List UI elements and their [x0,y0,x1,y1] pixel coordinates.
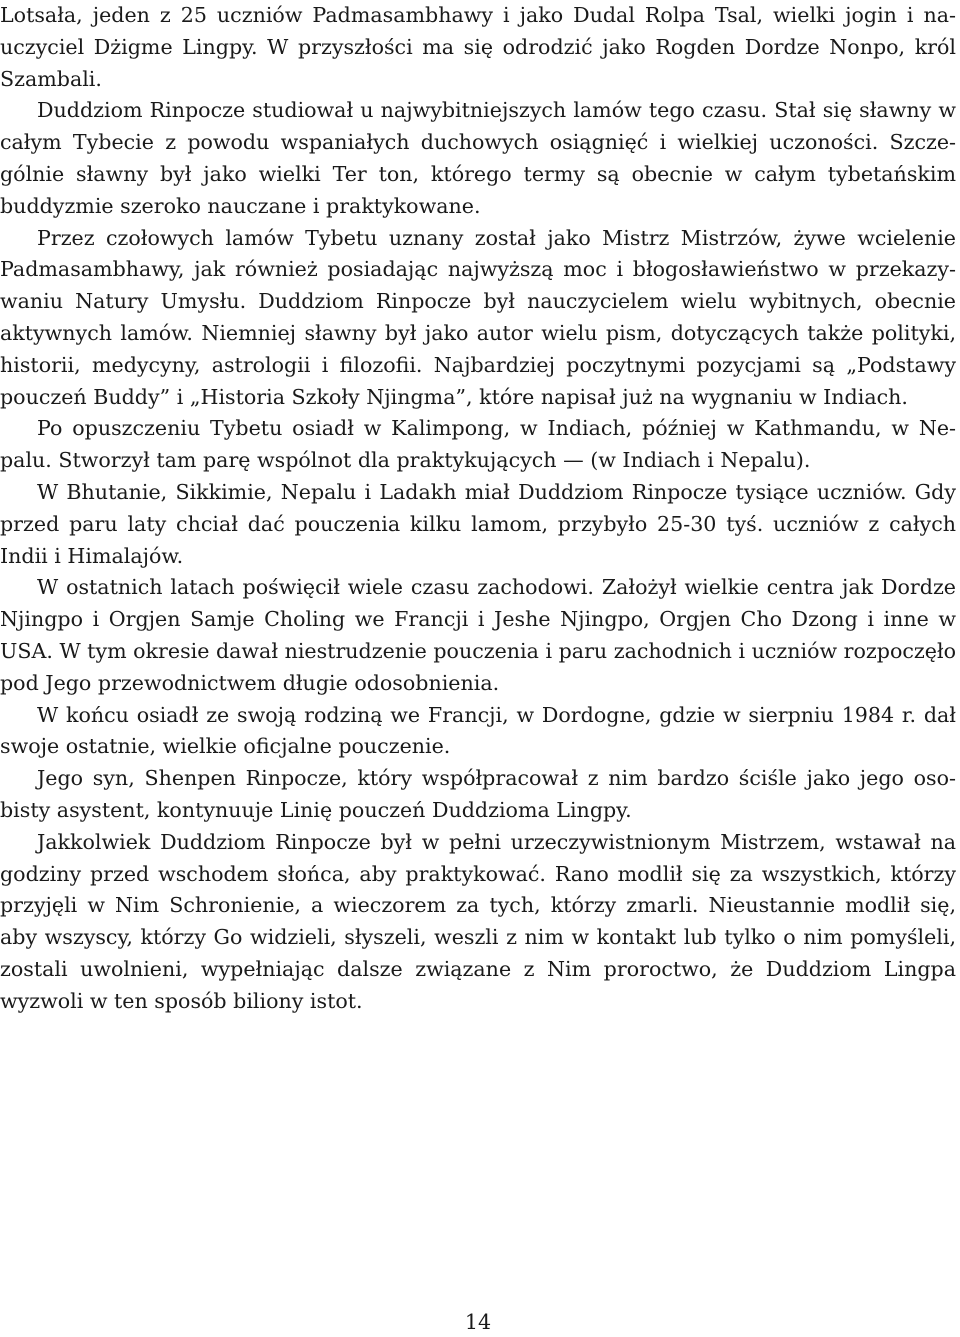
page-number: 14 [464,1310,492,1334]
paragraph-france: W końcu osiadł ze swoją rodziną we Francji, w Dordogne, gdzie w sierpniu 1984 r. dał swoje ostatnie, wielkie oficjalne pouczenie. [0,702,956,759]
paragraph-students: W Bhutanie, Sikkimie, Nepalu i Ladakh miał Duddziom Rinpocze tysiące uczniów. Gdy przed paru laty chciał dać pouczenia kilku lamom, przybyło 25-30 tyś. uczniów z całych Indii i Himalajów. [0,479,956,568]
paragraph-exile: Po opuszczeniu Tybetu osiadł w Kalimpong, w Indiach, później w Kathmandu, w Nepalu. Stworzył tam parę wspólnot dla praktykujących — (w Indiach i Nepalu). [0,416,956,473]
paragraph-practice: Jakkolwiek Duddziom Rinpocze był w pełni urzeczywistnionym Mistrzem, wstawał na godziny przed wschodem słońca, aby praktykować. Rano modlił się za wszystkich, którzy przyjęli w Nim Schronienie, a wieczorem za tych, którzy zmarli. Nieustannie modlił się, aby wszyscy, którzy Go widzieli, słyszeli, weszli z nim w kontakt lub tylko o nim pomyśleli, zostali uwolnieni, wypełniając dalsze związane z Nim proroctwo, że Duddziom Lingpa wyzwoli w ten sposób biliony istot. [0,829,956,1013]
paragraph-master-of-masters: Przez czołowych lamów Tybetu uznany został jako Mistrz Mistrzów, żywe wcielenie Padmasambhawy, jak również posiadając najwyższą moc i błogosławieństwo w przekazywaniu Natury Umysłu. Duddziom Rinpocze był nauczycielem wielu wybitnych, obecnie aktywnych lamów. Niemniej sławny był jako autor wielu pism, dotyczących także polityki, historii, medycyny, astrologii i filozofii. Najbardziej poczytnymi pozycjami są „Podstawy pouczeń Buddy” i „Historia Szkoły Njingma”, które napisał już na wygnaniu w Indiach. [0,225,956,409]
paragraph-son: Jego syn, Shenpen Rinpocze, który współpracował z nim bardzo ściśle jako jego osobisty asystent, kontynuuje Linię pouczeń Duddzioma Lingpy. [0,766,956,822]
paragraph-studies: Duddziom Rinpocze studiował u najwybitniejszych lamów tego czasu. Stał się sławny w całym Tybecie z powodu wspaniałych duchowych osiągnięć i wielkiej uczoności. Szczególnie sławny był jako wielki Ter ton, którego termy są obecnie w całym tybetańskim buddyzmie szeroko nauczane i praktykowane. [0,98,956,218]
paragraph-continuation: Lotsała, jeden z 25 uczniów Padmasambhawy i jako Dudal Rolpa Tsal, wielki jogin i nauczyciel Dżigme Lingpy. W przyszłości ma się odrodzić jako Rogden Dordze Nonpo, król Szambali. [0,3,956,91]
paragraph-west: W ostatnich latach poświęcił wiele czasu zachodowi. Założył wielkie centra jak Dordze Njingpo i Orgjen Samje Choling we Francji i Jeshe Njingpo, Orgjen Cho Dzong i inne w USA. W tym okresie dawał niestrudzenie pouczenia i paru zachodnich i uczniów rozpoczęło pod Jego przewodnictwem długie odosobnienia. [0,575,956,695]
